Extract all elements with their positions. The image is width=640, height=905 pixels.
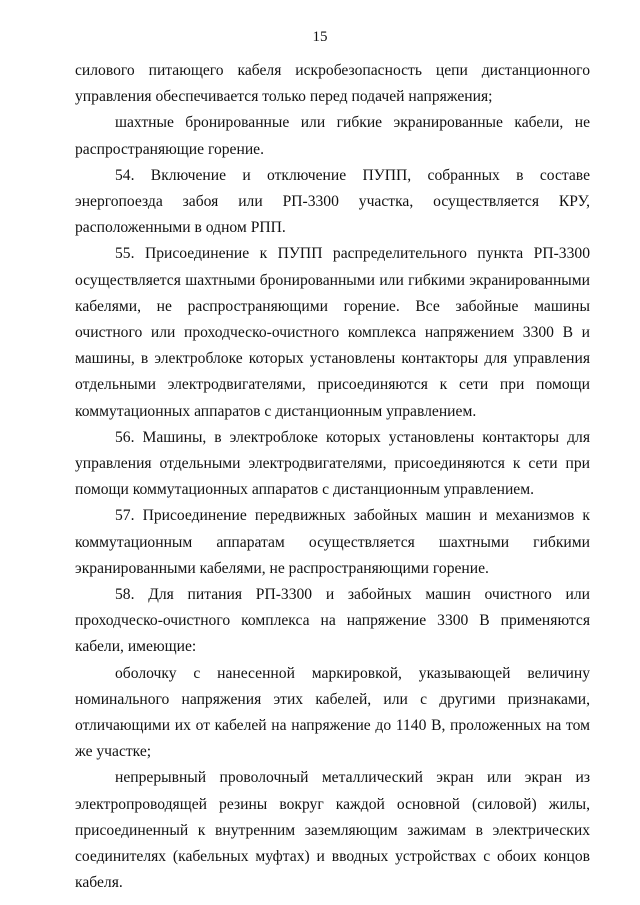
paragraph-58: 58. Для питания РП-3300 и забойных машин очистного или проходческо-очистного комплекса на напряжение 3300 В применяются кабели, имеющие: [75,586,590,656]
paragraph-54: 54. Включение и отключение ПУПП, собранных в составе энергопоезда забоя или РП-3300 участка, осуществляется КРУ, расположенными в одном РПП. [75,166,590,237]
paragraph-55: 55. Присоединение к ПУПП распределительного пункта РП-3300 осуществляется шахтными бронированными или гибкими экранированными кабелями, не распространяющими горение. Все забойные машины очистного или проходческо-очистного комплекса напряжением 3300 В и машины, в электроблоке которых установлены контакторы для управления отдельными электродвигателями, присоединяются к сети при помощи коммутационных аппаратов с дистанционным управлением. [75,245,590,420]
page-number: 15 [312,29,328,45]
document-body [75,58,590,897]
paragraph-2: шахтные бронированные или гибкие экранированные кабели, не распространяющие горение. [75,114,590,158]
paragraph-56: 56. Машины, в электроблоке которых установлены контакторы для управления отдельными электродвигателями, присоединяются к сети при помощи коммутационных аппаратов с дистанционным управлением. [75,428,590,499]
paragraph-1: силового питающего кабеля искробезопасность цепи дистанционного управления обеспечивается только перед подачей напряжения; [75,62,590,106]
paragraph-57: 57. Присоединение передвижных забойных машин и механизмов к коммутационным аппаратам осуществляется шахтными гибкими экранированными кабелями, не распространяющими горение. [75,507,590,577]
paragraph-58-item-2: непрерывный проволочный металлический экран или экран из электропроводящей резины вокруг каждой основной (силовой) жилы, присоединенный к внутренним заземляющим зажимам в электрических соединителях (кабельных муфтах) и вводных устройствах с обоих концов кабеля. [75,769,590,892]
paragraph-58-item-1: оболочку с нанесенной маркировкой, указывающей величину номинального напряжения этих кабелей, или с другими признаками, отличающими их от кабелей на напряжение до 1140 В, проложенных на том же участке; [75,664,590,761]
